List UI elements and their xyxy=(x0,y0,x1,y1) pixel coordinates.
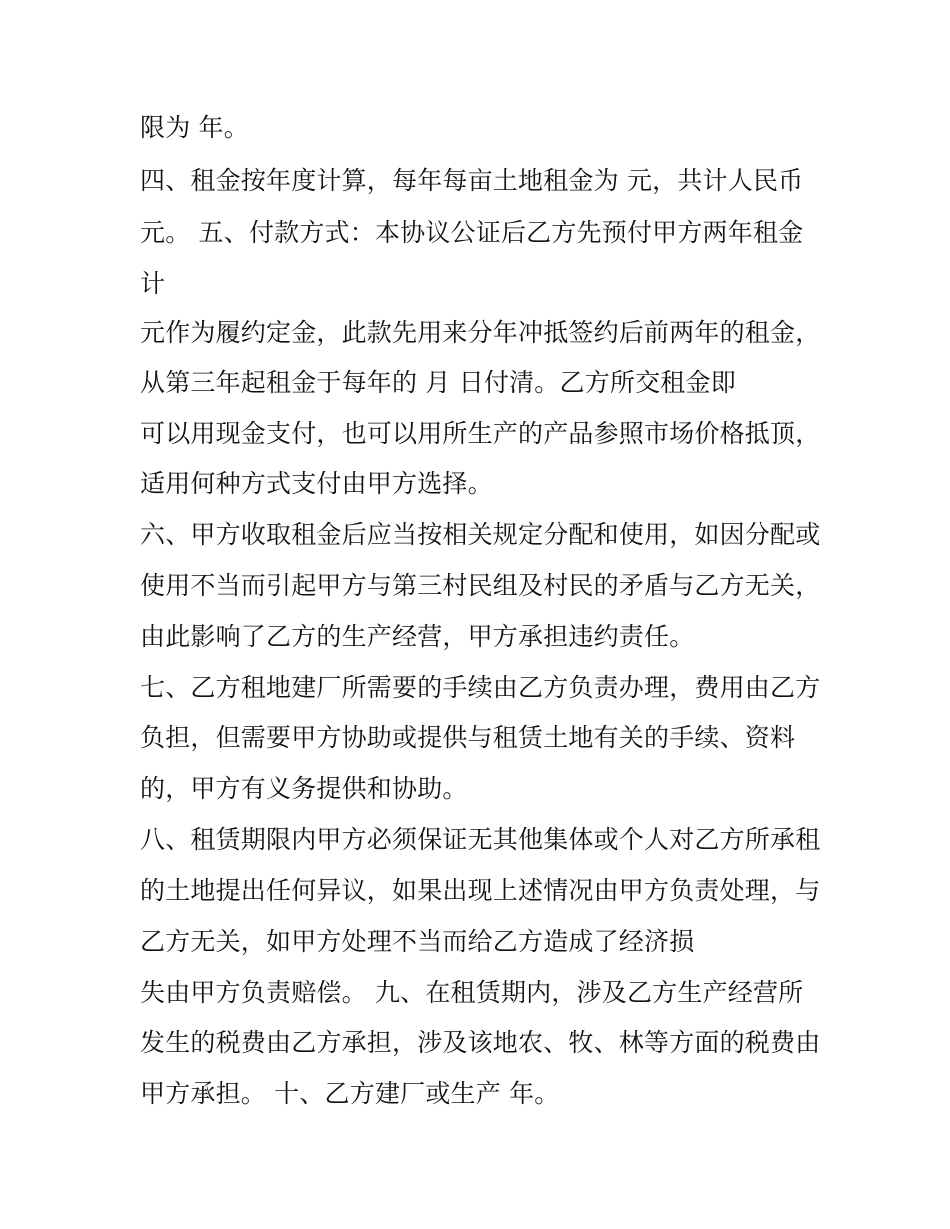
text-line: 四、租金按年度计算，每年每亩土地租金为 元，共计人民币 xyxy=(140,166,804,195)
text-line: 六、甲方收取租金后应当按相关规定分配和使用，如因分配或 xyxy=(140,520,821,549)
text-line: 从第三年起租金于每年的 月 日付清。乙方所交租金即 xyxy=(140,368,736,397)
text-line: 发生的税费由乙方承担，涉及该地农、牧、林等方面的税费由 xyxy=(140,1028,821,1057)
text-line: 使用不当而引起甲方与第三村民组及村民的矛盾与乙方无关， xyxy=(140,571,821,600)
text-line: 可以用现金支付，也可以用所生产的产品参照市场价格抵顶， xyxy=(140,419,821,448)
text-line: 计 xyxy=(140,269,166,298)
text-line: 适用何种方式支付由甲方选择。 xyxy=(140,469,493,498)
text-line: 的土地提出任何异议，如果出现上述情况由甲方负责处理，与 xyxy=(140,876,821,905)
text-line: 限为 年。 xyxy=(140,113,249,142)
text-line: 七、乙方租地建厂所需要的手续由乙方负责办理，费用由乙方 xyxy=(140,673,821,702)
text-line: 甲方承担。 十、乙方建厂或生产 年。 xyxy=(140,1079,560,1108)
text-line: 元作为履约定金，此款先用来分年冲抵签约后前两年的租金， xyxy=(140,318,821,347)
text-line: 元。 五、付款方式：本协议公证后乙方先预付甲方两年租金 xyxy=(140,218,804,247)
text-line: 失由甲方负责赔偿。 九、在租赁期内，涉及乙方生产经营所 xyxy=(140,978,804,1007)
text-line: 负担，但需要甲方协助或提供与租赁土地有关的手续、资料 xyxy=(140,723,796,752)
text-line: 乙方无关，如甲方处理不当而给乙方造成了经济损 xyxy=(140,927,695,956)
text-line: 八、租赁期限内甲方必须保证无其他集体或个人对乙方所承租 xyxy=(140,825,821,854)
text-line: 的，甲方有义务提供和协助。 xyxy=(140,774,468,803)
text-line: 由此影响了乙方的生产经营，甲方承担违约责任。 xyxy=(140,622,695,651)
